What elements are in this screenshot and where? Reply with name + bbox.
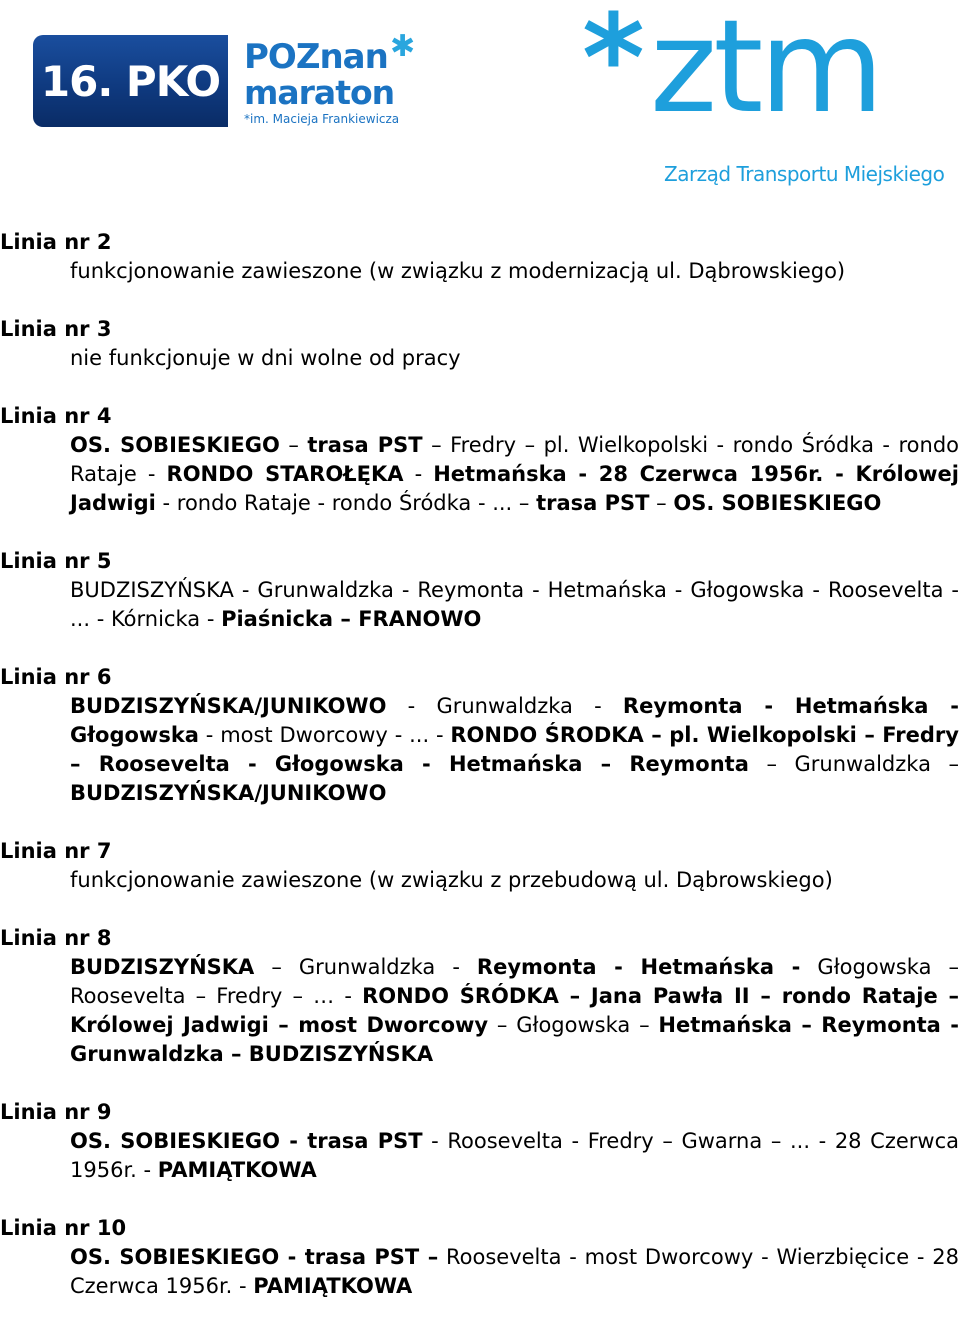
- route-stop: - rondo Rataje - rondo Śródka - ... –: [155, 491, 537, 515]
- route-stop: - Grunwaldzka -: [386, 694, 623, 718]
- line-block: [0, 1214, 960, 1301]
- header-logos: [0, 0, 960, 215]
- line-route: [70, 953, 959, 1069]
- route-stop-bold: PAMIĄTKOWA: [157, 1158, 317, 1182]
- line-block: [0, 402, 960, 518]
- line-block: [0, 663, 960, 808]
- line-title: Linia nr 4: [0, 404, 112, 428]
- line-route: [70, 1127, 959, 1185]
- route-stop-bold: Piaśnicka – FRANOWO: [221, 607, 482, 631]
- route-stop-bold: BUDZISZYŃSKA: [70, 955, 255, 979]
- pko-logo-text: 16. PKO: [40, 56, 221, 106]
- route-stop: nie funkcjonuje w dni wolne od pracy: [70, 346, 461, 370]
- line-title: Linia nr 6: [0, 665, 112, 689]
- line-block: [0, 315, 960, 373]
- route-stop-bold: RONDO ŚRODKA – pl. Wielkopolski – Fredry – Roosevelta - Głogowska - Hetmańska – Reymonta: [70, 723, 959, 776]
- route-stop: funkcjonowanie zawieszone (w związku z przebudową ul. Dąbrowskiego): [70, 868, 833, 892]
- route-stop-bold: BUDZISZYŃSKA/JUNIKOWO: [70, 781, 387, 805]
- route-stop: –: [649, 491, 674, 515]
- route-stop: BUDZISZYŃSKA - Grunwaldzka - Reymonta - Hetmańska - Głogowska - Roosevelta - ... - Kórnicka -: [70, 578, 959, 631]
- route-stop-bold: Reymonta - Hetmańska - Głogowska: [70, 694, 960, 747]
- maraton-star-icon: ✱: [390, 29, 416, 64]
- line-title: Linia nr 10: [0, 1216, 127, 1240]
- poznan-maraton-logo: [244, 29, 424, 126]
- route-stop: funkcjonowanie zawieszone (w związku z modernizacją ul. Dąbrowskiego): [70, 259, 846, 283]
- line-block: [0, 547, 960, 634]
- ztm-logo-text: ztm: [650, 0, 881, 142]
- line-title: Linia nr 3: [0, 317, 112, 341]
- route-stop: - Roosevelta - Fredry – Gwarna – ... - 28 Czerwca 1956r. -: [70, 1129, 959, 1182]
- route-stop-bold: OS. SOBIESKIEGO: [70, 433, 280, 457]
- line-title: Linia nr 2: [0, 230, 112, 254]
- ztm-star-icon: *: [582, 0, 645, 129]
- line-block: [0, 837, 960, 895]
- route-stop: –: [279, 433, 308, 457]
- line-route: [70, 344, 959, 373]
- route-stop-bold: trasa PST: [307, 433, 423, 457]
- route-stop: – Fredry – pl. Wielkopolski - rondo Śródka - rondo Rataje -: [70, 433, 960, 486]
- ztm-subtitle: Zarząd Transportu Miejskiego: [664, 162, 945, 186]
- route-stop-bold: PAMIĄTKOWA: [253, 1274, 413, 1298]
- maraton-line1: POZnan: [244, 37, 388, 77]
- line-title: Linia nr 5: [0, 549, 112, 573]
- pko-logo: [33, 35, 228, 127]
- line-title: Linia nr 8: [0, 926, 112, 950]
- route-stop-bold: RONDO STAROŁĘKA: [166, 462, 404, 486]
- line-route: [70, 692, 959, 808]
- route-stop-bold: OS. SOBIESKIEGO: [673, 491, 882, 515]
- line-title: Linia nr 9: [0, 1100, 112, 1124]
- maraton-subtitle: *im. Macieja Frankiewicza: [244, 112, 400, 126]
- route-stop: – Głogowska –: [488, 1013, 659, 1037]
- line-route: [70, 576, 959, 634]
- route-stop: -: [403, 462, 434, 486]
- maraton-line2: maraton: [244, 73, 395, 112]
- route-stop: – Grunwaldzka -: [254, 955, 477, 979]
- line-title: Linia nr 7: [0, 839, 112, 863]
- line-block: [0, 924, 960, 1069]
- line-route: [70, 1243, 959, 1301]
- route-stop-bold: OS. SOBIESKIEGO - trasa PST: [70, 1129, 423, 1153]
- route-stop-bold: trasa PST: [536, 491, 650, 515]
- line-route: [70, 866, 959, 895]
- route-stop: Roosevelta - most Dworcowy - Wierzbięcice - 28 Czerwca 1956r. -: [70, 1245, 959, 1298]
- line-route: [70, 431, 959, 518]
- route-stop: Głogowska – Roosevelta – Fredry – … -: [70, 955, 959, 1008]
- route-stop-bold: OS. SOBIESKIEGO - trasa PST –: [70, 1245, 439, 1269]
- route-stop: – Grunwaldzka –: [748, 752, 959, 776]
- line-list: [0, 228, 960, 1330]
- route-stop-bold: Reymonta - Hetmańska -: [476, 955, 801, 979]
- route-stop-bold: Hetmańska – Reymonta - Grunwaldzka – BUDZISZYŃSKA: [70, 1013, 960, 1066]
- line-route: [70, 257, 959, 286]
- route-stop: - most Dworcowy - ... -: [198, 723, 451, 747]
- route-stop-bold: RONDO ŚRÓDKA – Jana Pawła II – rondo Rataje – Królowej Jadwigi – most Dworcowy: [70, 984, 959, 1037]
- route-stop-bold: Hetmańska - 28 Czerwca 1956r. - Królowej Jadwigi: [70, 462, 959, 515]
- line-block: [0, 1098, 960, 1185]
- line-block: [0, 228, 960, 286]
- route-stop-bold: BUDZISZYŃSKA/JUNIKOWO: [70, 694, 387, 718]
